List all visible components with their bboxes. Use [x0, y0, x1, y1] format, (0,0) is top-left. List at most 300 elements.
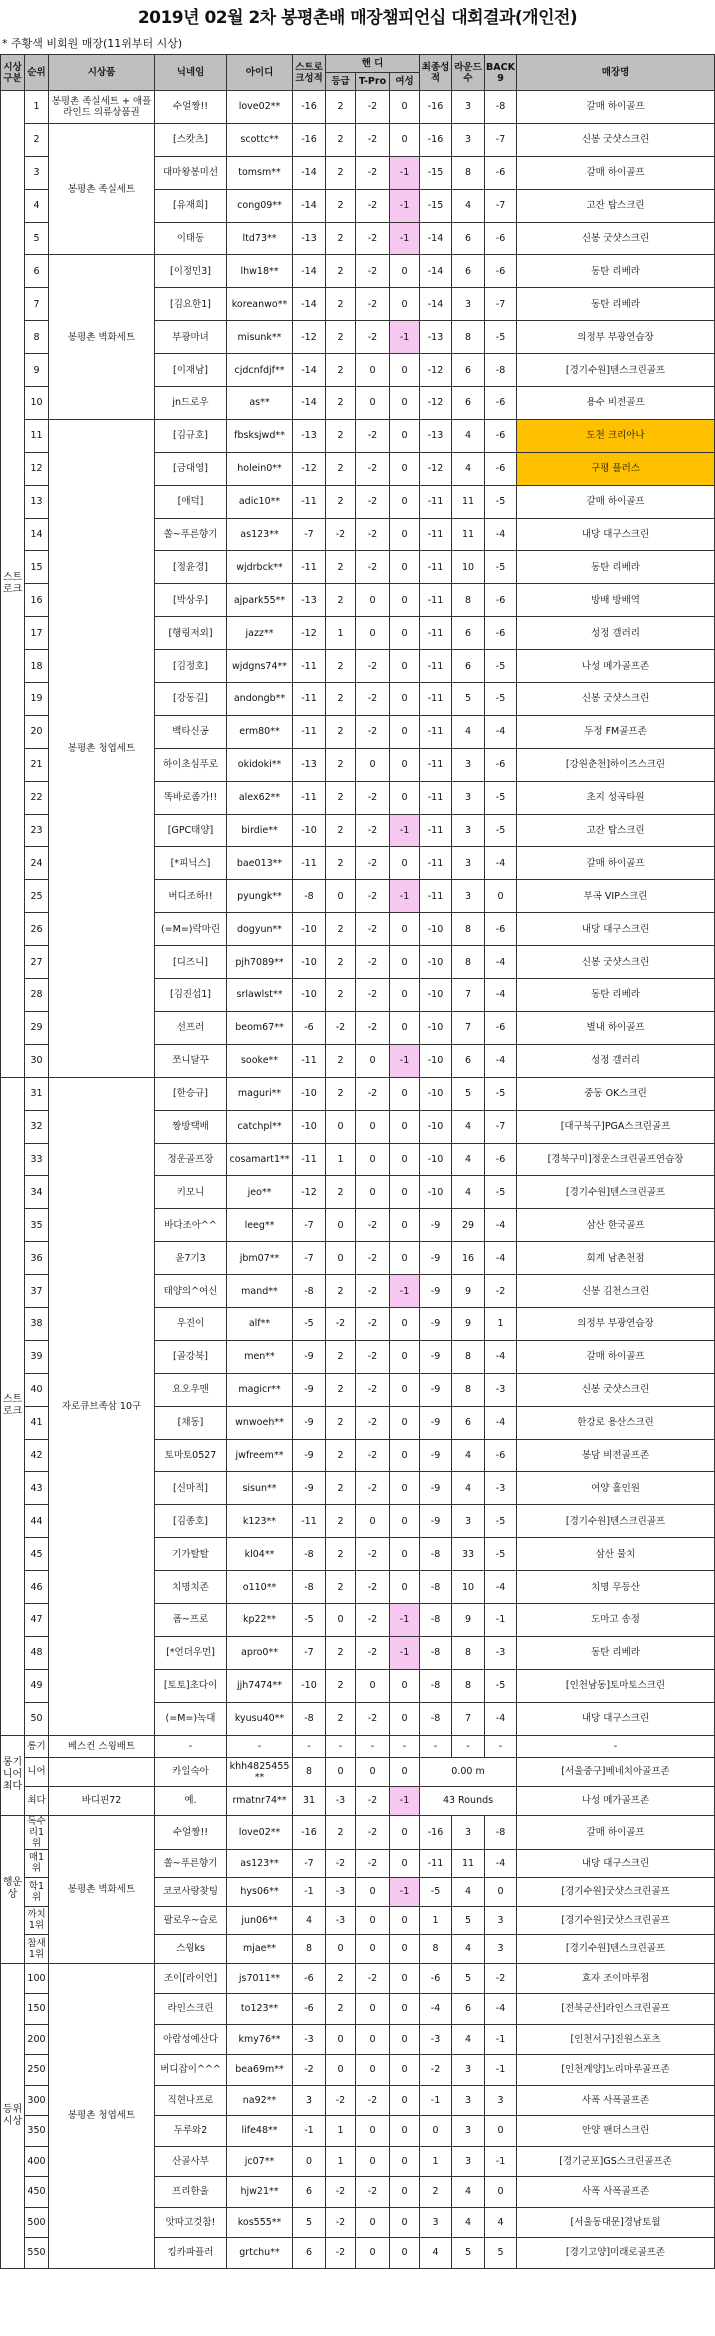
header-hc-female: 여성: [390, 73, 420, 91]
stroke-cell: 8: [293, 1935, 326, 1964]
hc-female-cell: -1: [390, 1878, 420, 1907]
final-cell: -14: [420, 288, 452, 321]
nickname-cell: 프리한울: [155, 2177, 227, 2208]
rounds-cell: 9: [452, 1307, 485, 1340]
stroke-cell: -8: [293, 1275, 326, 1308]
prize-label-cell: 까치1위: [25, 1906, 49, 1935]
rounds-cell: 8: [452, 321, 485, 354]
final-cell: 0: [420, 2116, 452, 2147]
rank-cell: 30: [25, 1044, 49, 1077]
nickname-cell: [애덕]: [155, 485, 227, 518]
rank-cell: 38: [25, 1307, 49, 1340]
stroke-cell: -6: [293, 1963, 326, 1994]
hc-female-cell: 0: [390, 847, 420, 880]
nickname-cell: 하이초심푸로: [155, 748, 227, 781]
rounds-cell: 3: [452, 1505, 485, 1538]
final-cell: 3: [420, 2207, 452, 2238]
rank-cell: 5: [25, 222, 49, 255]
stroke-cell: -10: [293, 1110, 326, 1143]
back9-cell: -4: [485, 1994, 517, 2025]
nickname-cell: jn드로우: [155, 387, 227, 420]
final-cell: -12: [420, 452, 452, 485]
final-cell: -8: [420, 1571, 452, 1604]
rank-cell: 10: [25, 387, 49, 420]
rank-cell: 40: [25, 1373, 49, 1406]
hc-female-cell: 0: [390, 1307, 420, 1340]
hc-female-cell: 0: [390, 913, 420, 946]
store-cell: 삼산 물치: [517, 1538, 715, 1571]
hc-grade-cell: 2: [326, 123, 356, 156]
prize-label-cell: 최다: [25, 1786, 49, 1815]
stroke-cell: -14: [293, 387, 326, 420]
stroke-cell: -11: [293, 551, 326, 584]
hc-tpro-cell: 0: [356, 584, 390, 617]
nickname-cell: 기가탈탈: [155, 1538, 227, 1571]
legend-note: * 주황색 비회원 매장(11위부터 시상): [2, 37, 183, 50]
rounds-cell: 7: [452, 1702, 485, 1735]
stroke-cell: -8: [293, 1538, 326, 1571]
final-cell: -12: [420, 354, 452, 387]
final-cell: -10: [420, 1011, 452, 1044]
prize-label-cell: 롱기: [25, 1735, 49, 1757]
userid-cell: alf**: [227, 1307, 293, 1340]
final-cell: -11: [420, 781, 452, 814]
stroke-cell: -6: [293, 1994, 326, 2025]
nickname-cell: [스캇츠]: [155, 123, 227, 156]
userid-cell: jazz**: [227, 617, 293, 650]
rank-cell: 25: [25, 880, 49, 913]
store-cell: [경기군포]GS스크린골프존: [517, 2146, 715, 2177]
stroke-cell: -: [293, 1735, 326, 1757]
hc-tpro-cell: -2: [356, 419, 390, 452]
back9-cell: -8: [485, 91, 517, 124]
hc-tpro-cell: -2: [356, 1406, 390, 1439]
hc-tpro-cell: -2: [356, 1011, 390, 1044]
userid-cell: pjh7089**: [227, 946, 293, 979]
nickname-cell: 팔로우~슬로: [155, 1906, 227, 1935]
hc-grade-cell: 0: [326, 1242, 356, 1275]
results-table: [0, 54, 715, 2269]
hc-grade-cell: 2: [326, 650, 356, 683]
final-cell: -11: [420, 847, 452, 880]
hc-grade-cell: 2: [326, 485, 356, 518]
hc-female-cell: 0: [390, 1472, 420, 1505]
store-cell: [인천남동]토마토스크린: [517, 1669, 715, 1702]
hc-female-cell: 0: [390, 518, 420, 551]
final-cell: -9: [420, 1209, 452, 1242]
store-cell: [전북군산]라인스크린골프: [517, 1994, 715, 2025]
hc-tpro-cell: -2: [356, 1307, 390, 1340]
final-cell: -5: [420, 1878, 452, 1907]
userid-cell: jun06**: [227, 1906, 293, 1935]
rounds-cell: 16: [452, 1242, 485, 1275]
hc-tpro-cell: -2: [356, 156, 390, 189]
final-cell: -11: [420, 617, 452, 650]
rank-cell: 15: [25, 551, 49, 584]
userid-cell: jc07**: [227, 2146, 293, 2177]
hc-tpro-cell: 0: [356, 748, 390, 781]
store-cell: 성정 갤러리: [517, 617, 715, 650]
stroke-cell: -13: [293, 419, 326, 452]
rank-cell: 300: [25, 2085, 49, 2116]
userid-cell: sooke**: [227, 1044, 293, 1077]
userid-cell: fbsksjwd**: [227, 419, 293, 452]
back9-cell: 3: [485, 1906, 517, 1935]
final-cell: -4: [420, 1994, 452, 2025]
hc-grade-cell: 1: [326, 617, 356, 650]
hc-female-cell: 0: [390, 1340, 420, 1373]
userid-cell: as**: [227, 387, 293, 420]
sponsor-cell: 바디핀72: [49, 1786, 155, 1815]
hc-tpro-cell: -2: [356, 123, 390, 156]
hc-grade-cell: -2: [326, 1849, 356, 1878]
hc-tpro-cell: -2: [356, 222, 390, 255]
hc-female-cell: 0: [390, 2085, 420, 2116]
rounds-cell: 11: [452, 1849, 485, 1878]
final-cell: -10: [420, 1110, 452, 1143]
header-division: 시상구분: [1, 55, 25, 91]
nickname-cell: 토마토0527: [155, 1439, 227, 1472]
final-cell: -11: [420, 485, 452, 518]
nickname-cell: [디즈니]: [155, 946, 227, 979]
hc-grade-cell: 0: [326, 1757, 356, 1786]
userid-cell: cong09**: [227, 189, 293, 222]
nickname-cell: [*언더우먼]: [155, 1636, 227, 1669]
store-cell: 여양 홀인원: [517, 1472, 715, 1505]
sponsor-cell: 자로큐브족삼 10구: [49, 1077, 155, 1735]
store-cell: -: [517, 1735, 715, 1757]
rank-cell: 39: [25, 1340, 49, 1373]
hc-tpro-cell: -2: [356, 255, 390, 288]
final-cell: 1: [420, 1906, 452, 1935]
nickname-cell: [김규호]: [155, 419, 227, 452]
final-cell: -14: [420, 222, 452, 255]
userid-cell: jeo**: [227, 1176, 293, 1209]
final-cell: -9: [420, 1439, 452, 1472]
header-nickname: 닉네임: [155, 55, 227, 91]
stroke-cell: -8: [293, 1702, 326, 1735]
hc-female-cell: 0: [390, 1143, 420, 1176]
hc-female-cell: 0: [390, 2116, 420, 2147]
userid-cell: hys06**: [227, 1878, 293, 1907]
store-cell: 갈매 하이골프: [517, 1340, 715, 1373]
rounds-cell: 8: [452, 1669, 485, 1702]
hc-grade-cell: 2: [326, 715, 356, 748]
back9-cell: -1: [485, 2055, 517, 2086]
hc-grade-cell: 2: [326, 683, 356, 716]
rank-cell: 17: [25, 617, 49, 650]
hc-grade-cell: 2: [326, 419, 356, 452]
rounds-cell: 33: [452, 1538, 485, 1571]
back9-cell: -6: [485, 156, 517, 189]
store-cell: 사폭 사폭골프존: [517, 2177, 715, 2208]
hc-female-cell: -1: [390, 814, 420, 847]
hc-grade-cell: 2: [326, 222, 356, 255]
rounds-cell: 6: [452, 222, 485, 255]
stroke-cell: 6: [293, 2238, 326, 2269]
rounds-cell: 4: [452, 1472, 485, 1505]
back9-cell: -5: [485, 814, 517, 847]
store-cell: 방배 방배역: [517, 584, 715, 617]
stroke-cell: -16: [293, 1815, 326, 1849]
back9-cell: -4: [485, 1242, 517, 1275]
rank-cell: 20: [25, 715, 49, 748]
hc-grade-cell: 2: [326, 913, 356, 946]
final-cell: 8: [420, 1935, 452, 1964]
hc-grade-cell: 2: [326, 354, 356, 387]
final-cell: -13: [420, 419, 452, 452]
nickname-cell: 두루와2: [155, 2116, 227, 2147]
hc-female-cell: -1: [390, 1275, 420, 1308]
rounds-cell: 6: [452, 255, 485, 288]
userid-cell: catchpl**: [227, 1110, 293, 1143]
rounds-cell: 4: [452, 715, 485, 748]
back9-cell: -: [485, 1735, 517, 1757]
merged-result-cell: 43 Rounds: [420, 1786, 517, 1815]
hc-grade-cell: 2: [326, 1994, 356, 2025]
nickname-cell: 라인스크린: [155, 1994, 227, 2025]
stroke-cell: -11: [293, 1505, 326, 1538]
rank-cell: 6: [25, 255, 49, 288]
userid-cell: maguri**: [227, 1077, 293, 1110]
rounds-cell: 3: [452, 2085, 485, 2116]
userid-cell: to123**: [227, 1994, 293, 2025]
sponsor-cell: 봉평촌 벽화세트: [49, 255, 155, 419]
rounds-cell: 3: [452, 91, 485, 124]
rounds-cell: 8: [452, 156, 485, 189]
back9-cell: -7: [485, 123, 517, 156]
userid-cell: men**: [227, 1340, 293, 1373]
hc-grade-cell: 0: [326, 2055, 356, 2086]
stroke-cell: 4: [293, 1906, 326, 1935]
rank-cell: 21: [25, 748, 49, 781]
rounds-cell: 6: [452, 1044, 485, 1077]
rank-cell: 18: [25, 650, 49, 683]
stroke-cell: -11: [293, 1143, 326, 1176]
hc-tpro-cell: 0: [356, 1044, 390, 1077]
userid-cell: rmatnr74**: [227, 1786, 293, 1815]
final-cell: -10: [420, 913, 452, 946]
rounds-cell: 4: [452, 2207, 485, 2238]
back9-cell: -5: [485, 1176, 517, 1209]
hc-female-cell: 0: [390, 1849, 420, 1878]
userid-cell: -: [227, 1735, 293, 1757]
rounds-cell: 9: [452, 1603, 485, 1636]
userid-cell: sisun**: [227, 1472, 293, 1505]
hc-tpro-cell: -2: [356, 485, 390, 518]
hc-grade-cell: 1: [326, 1143, 356, 1176]
rank-cell: 45: [25, 1538, 49, 1571]
rank-cell: 33: [25, 1143, 49, 1176]
rank-cell: 550: [25, 2238, 49, 2269]
final-cell: 4: [420, 2238, 452, 2269]
header-store: 매장명: [517, 55, 715, 91]
store-cell: 갈매 하이골프: [517, 485, 715, 518]
stroke-cell: -14: [293, 354, 326, 387]
final-cell: -11: [420, 551, 452, 584]
table-row: [1, 255, 715, 288]
hc-female-cell: 0: [390, 255, 420, 288]
hc-tpro-cell: 0: [356, 1878, 390, 1907]
store-cell: 초지 성곡타원: [517, 781, 715, 814]
final-cell: -9: [420, 1373, 452, 1406]
stroke-cell: -14: [293, 255, 326, 288]
rank-cell: 28: [25, 979, 49, 1012]
store-cell: 성정 갤러리: [517, 1044, 715, 1077]
hc-female-cell: 0: [390, 1702, 420, 1735]
rounds-cell: 8: [452, 1636, 485, 1669]
stroke-cell: -7: [293, 1636, 326, 1669]
rounds-cell: 6: [452, 1406, 485, 1439]
back9-cell: -4: [485, 847, 517, 880]
userid-cell: khh4825455**: [227, 1757, 293, 1786]
rounds-cell: 10: [452, 551, 485, 584]
hc-tpro-cell: -2: [356, 1242, 390, 1275]
nickname-cell: [김진섭1]: [155, 979, 227, 1012]
back9-cell: -4: [485, 1044, 517, 1077]
hc-female-cell: -1: [390, 156, 420, 189]
store-cell: 회계 남촌천점: [517, 1242, 715, 1275]
rank-cell: 35: [25, 1209, 49, 1242]
hc-female-cell: 0: [390, 1110, 420, 1143]
nickname-cell: [박상우]: [155, 584, 227, 617]
stroke-cell: 6: [293, 2177, 326, 2208]
hc-grade-cell: -2: [326, 2085, 356, 2116]
hc-female-cell: 0: [390, 584, 420, 617]
nickname-cell: 카일숙아: [155, 1757, 227, 1786]
nickname-cell: 산골사부: [155, 2146, 227, 2177]
nickname-cell: 똑바로좀가!!: [155, 781, 227, 814]
header-rounds: 라운드 수: [452, 55, 485, 91]
userid-cell: birdie**: [227, 814, 293, 847]
final-cell: 2: [420, 2177, 452, 2208]
store-cell: [경기수원]굿샷스크린골프: [517, 1878, 715, 1907]
header-hc-tpro: T-Pro: [356, 73, 390, 91]
hc-tpro-cell: -2: [356, 91, 390, 124]
back9-cell: -4: [485, 1209, 517, 1242]
header-sponsor: 시상품: [49, 55, 155, 91]
hc-female-cell: 0: [390, 2055, 420, 2086]
hc-tpro-cell: 0: [356, 1935, 390, 1964]
rounds-cell: 5: [452, 1963, 485, 1994]
userid-cell: mjae**: [227, 1935, 293, 1964]
userid-cell: ltd73**: [227, 222, 293, 255]
nickname-cell: (=M=)락마린: [155, 913, 227, 946]
stroke-cell: -10: [293, 1077, 326, 1110]
stroke-cell: -11: [293, 715, 326, 748]
rounds-cell: 9: [452, 1275, 485, 1308]
rank-cell: 500: [25, 2207, 49, 2238]
nickname-cell: [정윤경]: [155, 551, 227, 584]
results-body: [1, 91, 715, 2269]
rounds-cell: 6: [452, 387, 485, 420]
rounds-cell: 11: [452, 485, 485, 518]
stroke-cell: -9: [293, 1373, 326, 1406]
rank-cell: 24: [25, 847, 49, 880]
hc-tpro-cell: 0: [356, 1110, 390, 1143]
hc-grade-cell: 2: [326, 1505, 356, 1538]
store-cell: 내당 대구스크린: [517, 1702, 715, 1735]
userid-cell: dogyun**: [227, 913, 293, 946]
rank-cell: 2: [25, 123, 49, 156]
final-cell: -10: [420, 1176, 452, 1209]
rounds-cell: 4: [452, 419, 485, 452]
hc-grade-cell: 2: [326, 1669, 356, 1702]
rounds-cell: 29: [452, 1209, 485, 1242]
hc-grade-cell: 2: [326, 551, 356, 584]
hc-grade-cell: 1: [326, 2146, 356, 2177]
userid-cell: wnwoeh**: [227, 1406, 293, 1439]
userid-cell: k123**: [227, 1505, 293, 1538]
final-cell: -9: [420, 1242, 452, 1275]
userid-cell: beom67**: [227, 1011, 293, 1044]
prize-label-cell: 독수리1위: [25, 1815, 49, 1849]
stroke-cell: 8: [293, 1757, 326, 1786]
nickname-cell: [김요한1]: [155, 288, 227, 321]
nickname-cell: 앗따고것참!: [155, 2207, 227, 2238]
hc-grade-cell: -2: [326, 2238, 356, 2269]
stroke-cell: -11: [293, 1044, 326, 1077]
stroke-cell: -7: [293, 1209, 326, 1242]
hc-grade-cell: 2: [326, 1340, 356, 1373]
nickname-cell: 백타신공: [155, 715, 227, 748]
hc-tpro-cell: -2: [356, 1636, 390, 1669]
hc-tpro-cell: -2: [356, 2177, 390, 2208]
store-cell: 중동 OK스크린: [517, 1077, 715, 1110]
store-cell: 봉담 비전골프존: [517, 1439, 715, 1472]
final-cell: -15: [420, 189, 452, 222]
back9-cell: -5: [485, 1505, 517, 1538]
back9-cell: -3: [485, 1472, 517, 1505]
back9-cell: -5: [485, 551, 517, 584]
hc-female-cell: 0: [390, 1505, 420, 1538]
hc-grade-cell: 2: [326, 781, 356, 814]
hc-tpro-cell: -2: [356, 551, 390, 584]
back9-cell: -6: [485, 617, 517, 650]
rank-cell: 4: [25, 189, 49, 222]
hc-grade-cell: -3: [326, 1878, 356, 1907]
hc-female-cell: 0: [390, 123, 420, 156]
hc-tpro-cell: -2: [356, 979, 390, 1012]
userid-cell: scottc**: [227, 123, 293, 156]
hc-grade-cell: 2: [326, 321, 356, 354]
userid-cell: o110**: [227, 1571, 293, 1604]
hc-grade-cell: 0: [326, 1110, 356, 1143]
rank-cell: 1: [25, 91, 49, 124]
rounds-cell: 3: [452, 123, 485, 156]
userid-cell: jbm07**: [227, 1242, 293, 1275]
store-cell: [경기수원]텐스크린골프: [517, 354, 715, 387]
stroke-cell: 5: [293, 2207, 326, 2238]
rank-cell: 12: [25, 452, 49, 485]
back9-cell: 0: [485, 2116, 517, 2147]
hc-tpro-cell: -2: [356, 1849, 390, 1878]
hc-tpro-cell: -2: [356, 1373, 390, 1406]
final-cell: -11: [420, 715, 452, 748]
sponsor-cell: 베스컨 스윙배트: [49, 1735, 155, 1757]
back9-cell: -6: [485, 1011, 517, 1044]
hc-female-cell: 0: [390, 617, 420, 650]
hc-female-cell: -1: [390, 1636, 420, 1669]
nickname-cell: 수얼짱!!: [155, 91, 227, 124]
hc-grade-cell: 2: [326, 584, 356, 617]
hc-grade-cell: -2: [326, 2177, 356, 2208]
back9-cell: 1: [485, 1307, 517, 1340]
hc-grade-cell: 2: [326, 1815, 356, 1849]
hc-tpro-cell: -2: [356, 189, 390, 222]
final-cell: -16: [420, 91, 452, 124]
hc-grade-cell: 2: [326, 156, 356, 189]
